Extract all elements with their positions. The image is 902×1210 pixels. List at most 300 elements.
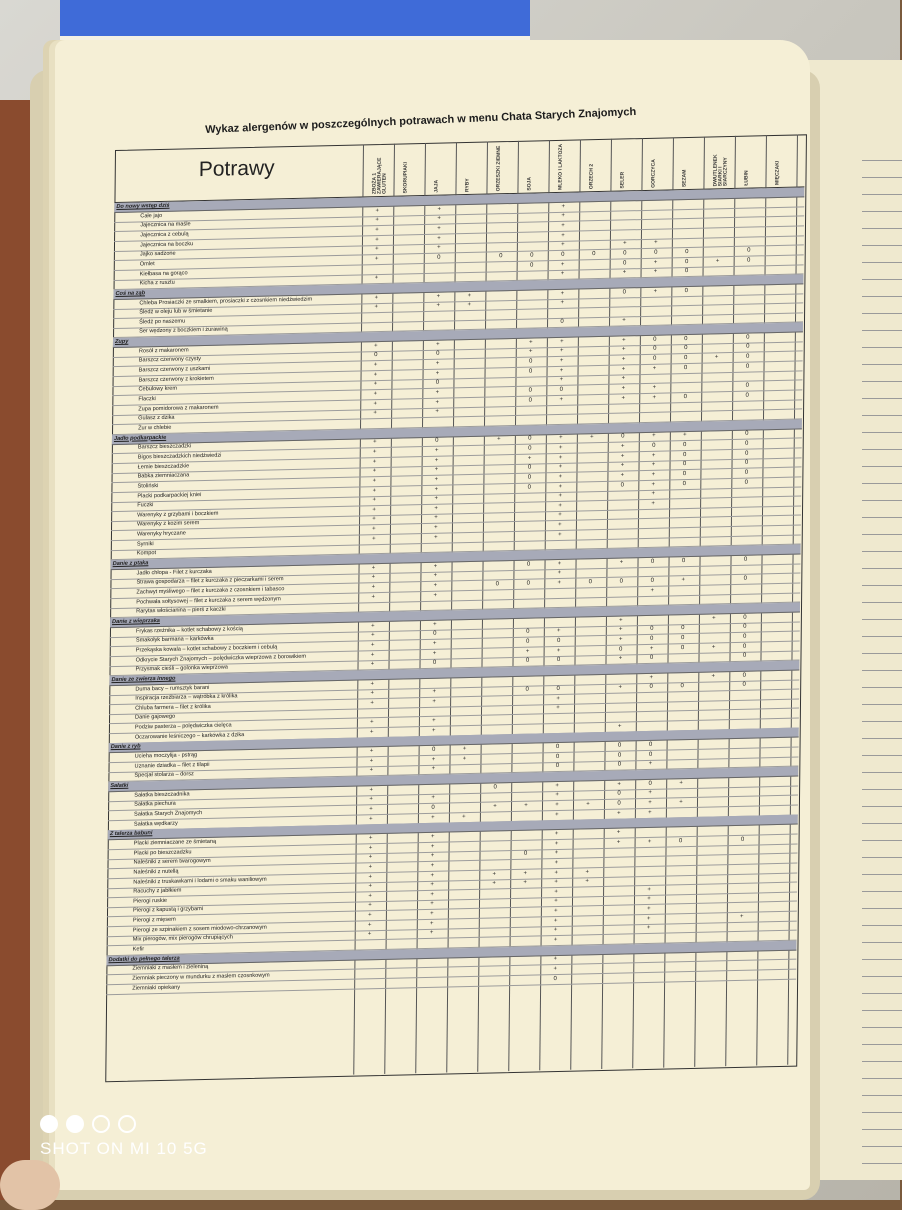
next-page-line: [862, 721, 902, 722]
allergen-mark: 0: [746, 343, 750, 351]
next-page-line: [862, 925, 902, 926]
allergen-mark: 0: [526, 628, 530, 635]
allergen-mark: +: [371, 593, 376, 600]
allergen-column-header: ORZECH 2: [588, 163, 595, 190]
allergen-mark: +: [712, 614, 716, 622]
next-page-line: [862, 381, 902, 382]
allergen-mark: +: [373, 362, 378, 369]
allergen-mark: 0: [650, 577, 655, 584]
allergen-mark: +: [374, 304, 379, 311]
dish-name: Danie gajowego: [135, 714, 176, 722]
dish-name: Duma bacy – rumsztyk barani: [135, 684, 210, 693]
allergen-column-header: GORCZYCA: [650, 159, 657, 188]
allergen-mark: +: [370, 642, 375, 649]
allergen-mark: 0: [621, 433, 625, 440]
allergen-mark: +: [430, 901, 434, 908]
allergen-mark: 0: [437, 254, 441, 261]
dish-name: Jadło chłopa - Filet z kurczaka: [136, 568, 212, 577]
allergen-mark: +: [647, 905, 651, 913]
allergen-mark: 0: [436, 351, 440, 358]
allergen-mark: +: [430, 910, 434, 917]
allergen-mark: 0: [527, 484, 532, 491]
dish-name: Odkrycie Starych Znajomych – polędwiczka wieprzowa z borowikiem: [135, 653, 307, 664]
allergen-mark: +: [560, 338, 564, 345]
allergen-mark: +: [434, 515, 438, 522]
allergen-mark: +: [623, 240, 627, 247]
allergen-mark: +: [369, 748, 374, 755]
allergen-mark: +: [492, 870, 497, 877]
allergen-mark: +: [647, 838, 652, 845]
allergen-mark: +: [711, 643, 716, 651]
next-page-line: [862, 1027, 902, 1028]
allergen-mark: +: [370, 680, 375, 687]
allergen-mark: +: [372, 535, 376, 542]
next-page-line: [862, 1112, 902, 1113]
dish-name: Barszcz czerwony z uszkami: [138, 365, 211, 374]
allergen-mark: +: [559, 367, 564, 374]
allergen-mark: 0: [528, 358, 533, 365]
section-title: Z talerza babuni: [109, 830, 153, 838]
allergen-mark: 0: [681, 557, 686, 564]
allergen-mark: +: [560, 261, 565, 268]
allergen-mark: +: [652, 365, 657, 372]
next-page-line: [862, 262, 902, 263]
allergen-mark: +: [621, 366, 626, 373]
allergen-mark: 0: [431, 746, 436, 753]
allergen-mark: 0: [555, 753, 560, 760]
allergen-mark: +: [651, 471, 656, 478]
dish-name: Ziemniaki opiekany: [132, 984, 181, 992]
allergen-mark: +: [436, 293, 441, 300]
allergen-mark: +: [467, 292, 472, 299]
dish-name: Cebulowy krem: [138, 385, 178, 393]
allergen-mark: 0: [745, 392, 749, 399]
allergen-mark: 0: [617, 752, 622, 759]
allergen-mark: +: [435, 399, 440, 406]
allergen-mark: +: [462, 746, 467, 753]
allergen-mark: +: [434, 486, 439, 493]
allergen-mark: +: [620, 443, 625, 450]
allergen-column-header: ŁUBIN: [743, 170, 750, 186]
allergen-mark: +: [374, 294, 379, 301]
allergen-mark: +: [370, 690, 375, 697]
dish-name: Flaczki: [138, 396, 156, 403]
allergen-mark: +: [622, 337, 626, 344]
allergen-mark: +: [374, 342, 378, 349]
allergen-mark: +: [431, 766, 436, 773]
allergen-mark: 0: [556, 657, 561, 664]
allergen-mark: 0: [529, 262, 534, 269]
allergen-mark: +: [554, 850, 559, 857]
allergen-mark: +: [375, 207, 380, 214]
allergen-mark: +: [430, 881, 434, 889]
allergen-mark: +: [437, 244, 441, 251]
allergen-mark: +: [372, 487, 377, 494]
allergen-mark: +: [370, 719, 374, 726]
allergen-mark: +: [621, 375, 626, 382]
allergen-mark: 0: [617, 800, 621, 807]
allergen-mark: 0: [556, 686, 560, 693]
allergen-mark: +: [372, 477, 377, 485]
allergen-mark: +: [432, 640, 437, 647]
allergen-mark: 0: [527, 464, 532, 471]
next-page-line: [862, 1095, 902, 1096]
watermark-dots: [40, 1115, 208, 1133]
allergen-mark: +: [430, 852, 435, 860]
allergen-mark: +: [554, 908, 558, 915]
allergen-mark: 0: [648, 741, 653, 748]
allergen-mark: +: [434, 524, 438, 531]
finger: [0, 1160, 60, 1210]
next-page-line: [862, 449, 902, 450]
allergen-column-header: MLEKO I LAKTOZA: [557, 143, 564, 190]
allergen-mark: 0: [745, 382, 750, 389]
next-page-line: [862, 347, 902, 348]
dish-name: Pierogi z kapustą i grzybami: [132, 906, 204, 915]
allergen-mark: +: [679, 779, 683, 786]
allergen-mark: +: [559, 357, 564, 364]
allergen-mark: +: [651, 461, 656, 469]
next-page-line: [862, 755, 902, 756]
allergen-mark: 0: [653, 336, 657, 343]
allergen-mark: +: [431, 795, 435, 802]
allergen-mark: +: [621, 385, 626, 392]
dish-name: Śledź w oleju lub w śmietanie: [139, 307, 213, 316]
allergen-mark: 0: [561, 251, 565, 258]
allergen-mark: +: [653, 288, 658, 295]
allergen-mark: +: [432, 698, 436, 705]
section-title: Zupy: [114, 338, 129, 346]
allergen-mark: +: [434, 466, 439, 473]
next-page-line: [862, 1061, 902, 1062]
section-title: Danie z ptaka: [112, 560, 149, 568]
dish-name: Stoliński: [137, 482, 159, 490]
allergen-column-header: SEZAM: [681, 169, 688, 188]
allergen-mark: +: [528, 348, 533, 356]
allergen-mark: +: [646, 925, 651, 932]
allergen-mark: +: [559, 377, 564, 384]
allergen-mark: +: [560, 270, 565, 278]
allergen-mark: 0: [681, 634, 685, 642]
allergen-mark: 0: [650, 635, 654, 642]
allergen-mark: +: [372, 516, 376, 523]
allergen-mark: +: [368, 873, 373, 880]
next-page-line: [862, 1129, 902, 1130]
allergen-column-header: DWUTLENEK SIARKI I SIARCZYNY: [712, 154, 729, 187]
dish-name: Naleśniki z serem twarogowym: [133, 858, 211, 866]
allergen-mark: +: [648, 761, 653, 768]
dish-name: Sałatka piechura: [134, 800, 176, 808]
allergen-mark: +: [681, 577, 686, 584]
allergen-mark: 0: [528, 387, 533, 394]
allergen-mark: +: [711, 672, 716, 679]
allergen-mark: 0: [683, 441, 687, 449]
next-page-line: [862, 1044, 902, 1045]
next-page-line: [862, 177, 902, 178]
allergen-mark: 0: [553, 975, 557, 982]
allergen-mark: 0: [743, 623, 747, 631]
allergen-mark: 0: [559, 386, 564, 393]
allergen-mark: 0: [652, 442, 656, 449]
allergen-mark: 0: [742, 681, 746, 688]
allergen-mark: 0: [557, 637, 561, 644]
dish-name: Chleba Prosiaczki ze smalkiem, prosiaczki z czosnkiem niedźwiedzim: [139, 296, 313, 306]
allergen-mark: 0: [742, 652, 747, 659]
allergen-mark: 0: [620, 481, 625, 489]
next-page-line: [862, 857, 902, 858]
allergen-table: [105, 134, 805, 1080]
allergen-mark: 0: [530, 252, 534, 259]
allergen-mark: +: [369, 767, 374, 774]
allergen-mark: +: [620, 462, 625, 469]
next-page-line: [862, 806, 902, 807]
allergen-mark: +: [560, 299, 565, 307]
dot-icon: [92, 1115, 110, 1133]
allergen-mark: 0: [740, 836, 745, 843]
allergen-mark: 0: [743, 614, 747, 621]
section-title: Danie z ryb: [110, 743, 141, 751]
allergen-mark: +: [647, 886, 651, 893]
allergen-mark: +: [558, 512, 562, 519]
allergen-mark: +: [554, 859, 559, 866]
dish-name: Pierogi ze szpinakiem z sosem miodowo-chrzanowym: [132, 924, 267, 934]
dish-name: Jajecznica z cebulą: [140, 231, 189, 239]
allergen-mark: +: [715, 257, 720, 264]
allergen-mark: +: [554, 888, 558, 895]
allergen-mark: +: [434, 457, 439, 464]
allergen-mark: +: [370, 728, 374, 735]
dish-name: Kicha z rusztu: [139, 279, 175, 287]
allergen-mark: +: [431, 756, 436, 763]
allergen-mark: +: [620, 472, 625, 479]
allergen-mark: +: [561, 203, 566, 210]
allergen-mark: +: [375, 236, 379, 243]
allergen-mark: +: [467, 302, 472, 309]
allergen-mark: +: [558, 473, 563, 480]
dish-name: Łemie bieszczadzkie: [137, 462, 190, 471]
allergen-mark: +: [462, 755, 467, 762]
dish-name: Omlet: [139, 260, 155, 268]
allergen-mark: +: [523, 879, 527, 886]
dish-name: Racuchy z jabłkiem: [133, 887, 182, 895]
next-page-line: [862, 551, 902, 552]
allergen-mark: +: [555, 801, 559, 808]
allergen-mark: +: [435, 389, 440, 396]
allergen-mark: 0: [745, 353, 750, 360]
allergen-mark: 0: [527, 474, 532, 481]
allergen-mark: +: [652, 432, 656, 440]
drawing-card: [60, 0, 530, 42]
allergen-mark: +: [375, 246, 379, 253]
allergen-mark: +: [557, 579, 562, 586]
allergen-mark: +: [368, 854, 373, 861]
allergen-mark: +: [654, 239, 658, 247]
allergen-mark: 0: [682, 451, 687, 458]
allergen-mark: 0: [649, 654, 654, 662]
allergen-mark: 0: [622, 259, 627, 267]
allergen-mark: +: [653, 259, 658, 266]
allergen-mark: 0: [682, 461, 687, 468]
allergen-mark: +: [372, 497, 377, 504]
dish-name: Warenyky z kozim serem: [137, 520, 200, 528]
allergen-mark: +: [437, 206, 442, 213]
next-page-line: [862, 585, 902, 586]
dish-name: Placki ziemniaczane ze śmietaną: [133, 838, 217, 847]
dish-name: Pochwała sołtysowej – filet z kurczaka z serem wędzonym: [136, 595, 281, 606]
allergen-mark: +: [585, 868, 590, 875]
dot-icon: [118, 1115, 136, 1133]
allergen-mark: 0: [560, 319, 564, 326]
next-page-line: [862, 211, 902, 212]
allergen-mark: 0: [682, 470, 687, 477]
allergen-mark: +: [561, 232, 565, 239]
allergen-mark: +: [646, 915, 651, 922]
allergen-mark: +: [558, 483, 563, 490]
allergen-mark: +: [524, 802, 528, 809]
allergen-mark: +: [622, 317, 626, 324]
allergen-mark: +: [430, 833, 435, 840]
allergen-mark: +: [369, 786, 374, 793]
allergen-column-header: ZBOŻA 1 ZAWIERAJĄCE GLUTEN: [371, 157, 388, 195]
allergen-mark: +: [648, 790, 652, 797]
allergen-mark: 0: [648, 780, 652, 787]
allergen-mark: 0: [495, 581, 500, 588]
camera-watermark: [40, 1115, 208, 1159]
allergen-mark: +: [434, 534, 438, 541]
allergen-mark: +: [617, 810, 621, 817]
allergen-mark: +: [373, 400, 378, 407]
next-page-line: [862, 1010, 902, 1011]
allergen-mark: +: [554, 879, 558, 886]
dish-name: Inspiracja rzeźbiarza – wątróbka z królika: [135, 693, 238, 702]
allergen-mark: +: [619, 626, 623, 633]
allergen-mark: 0: [681, 625, 685, 632]
next-page-line: [862, 313, 902, 314]
allergen-mark: +: [622, 269, 627, 276]
allergen-column-header: ORZESZKI ZIEMNE: [495, 145, 502, 192]
allergen-mark: +: [372, 526, 376, 533]
allergen-mark: +: [616, 829, 621, 836]
allergen-mark: +: [368, 912, 372, 919]
next-page-line: [862, 296, 902, 297]
allergen-mark: 0: [526, 580, 531, 587]
allergen-mark: 0: [435, 437, 439, 444]
allergen-mark: +: [560, 290, 565, 297]
allergen-mark: 0: [650, 626, 654, 633]
next-page-line: [862, 415, 902, 416]
allergen-mark: +: [558, 521, 562, 529]
dish-name: Sałatka wędkarzy: [133, 820, 178, 828]
allergen-mark: +: [432, 727, 436, 734]
allergen-mark: 0: [528, 368, 533, 375]
allergen-mark: 0: [617, 742, 622, 749]
allergen-mark: +: [558, 454, 563, 461]
allergen-mark: 0: [654, 249, 658, 256]
allergen-mark: +: [553, 937, 558, 944]
next-page-line: [862, 823, 902, 824]
next-page-line: [862, 245, 902, 246]
allergen-mark: +: [437, 235, 441, 242]
next-page-line: [862, 1078, 902, 1079]
dish-name: Podziw pasterza – polędwiczka cielęca: [134, 722, 232, 731]
allergen-mark: +: [651, 500, 655, 507]
allergen-mark: +: [433, 563, 438, 570]
page-title: Wykaz alergenów w poszczególnych potrawach w menu Chata Starych Znajomych: [205, 105, 637, 136]
dish-name: Pierogi z mięsem: [132, 916, 176, 924]
allergen-mark: +: [369, 757, 374, 764]
dishes-header: Potrawy: [198, 156, 275, 182]
dish-name: Bigos bieszczadzkich niedźwiedzi: [137, 452, 222, 461]
next-page-line: [862, 874, 902, 875]
dish-name: Przysmak cieśli – golonka wieprzowa: [135, 664, 228, 673]
allergen-mark: +: [554, 830, 559, 837]
next-page-line: [862, 330, 902, 331]
allergen-mark: +: [493, 803, 497, 810]
dish-name: Zachwyt myśliwego – filet z kurczaka z czosnkiem i tabasco: [136, 586, 285, 596]
allergen-mark: +: [590, 434, 594, 441]
dish-name: Jajko sadzone: [139, 250, 176, 258]
allergen-mark: +: [369, 796, 373, 803]
allergen-mark: +: [585, 878, 589, 885]
next-page-line: [862, 279, 902, 280]
allergen-mark: +: [618, 684, 623, 691]
dish-name: Rosół z makaronem: [138, 347, 189, 355]
dish-name: Rarytas włościanina – pierś z kaczki: [136, 606, 226, 615]
next-page-line: [862, 602, 902, 603]
allergen-mark: +: [371, 564, 376, 571]
next-page-line: [862, 500, 902, 501]
dot-icon: [66, 1115, 84, 1133]
allergen-mark: +: [373, 391, 378, 398]
allergen-mark: 0: [684, 268, 689, 275]
allergen-mark: +: [561, 222, 565, 229]
allergen-mark: +: [554, 840, 559, 847]
allergen-mark: +: [369, 815, 373, 822]
allergen-mark: +: [368, 921, 372, 929]
allergen-mark: 0: [649, 683, 653, 691]
allergen-mark: +: [683, 432, 687, 439]
allergen-mark: +: [555, 782, 559, 789]
allergen-mark: +: [369, 806, 373, 813]
dish-name: Pierogi ruskie: [133, 897, 168, 905]
dish-name: Placki podkarpackiej kniei: [137, 491, 202, 500]
allergen-mark: +: [430, 891, 434, 898]
dish-name: Naleśniki z nutellą: [133, 868, 179, 876]
allergen-mark: 0: [432, 659, 437, 667]
allergen-mark: +: [431, 814, 435, 821]
allergen-column-header: SKORUPIAKI: [402, 161, 409, 194]
allergen-mark: +: [617, 781, 621, 788]
next-page-line: [862, 1146, 902, 1147]
allergen-mark: +: [648, 809, 652, 816]
allergen-mark: +: [372, 448, 377, 456]
allergen-mark: +: [618, 655, 623, 662]
dish-name: Barszcz czerwony czysty: [138, 356, 201, 364]
allergen-mark: 0: [617, 761, 622, 768]
allergen-mark: +: [557, 570, 562, 577]
allergen-mark: +: [429, 930, 434, 937]
allergen-mark: 0: [653, 346, 657, 353]
allergen-mark: 0: [747, 247, 751, 254]
allergen-mark: +: [553, 956, 558, 963]
allergen-mark: +: [618, 723, 622, 730]
allergen-mark: +: [368, 893, 372, 900]
next-page-line: [862, 619, 902, 620]
allergen-mark: +: [527, 455, 532, 462]
next-page-line: [862, 891, 902, 892]
allergen-mark: 0: [431, 804, 435, 811]
section-title: Sałatki: [110, 782, 129, 790]
